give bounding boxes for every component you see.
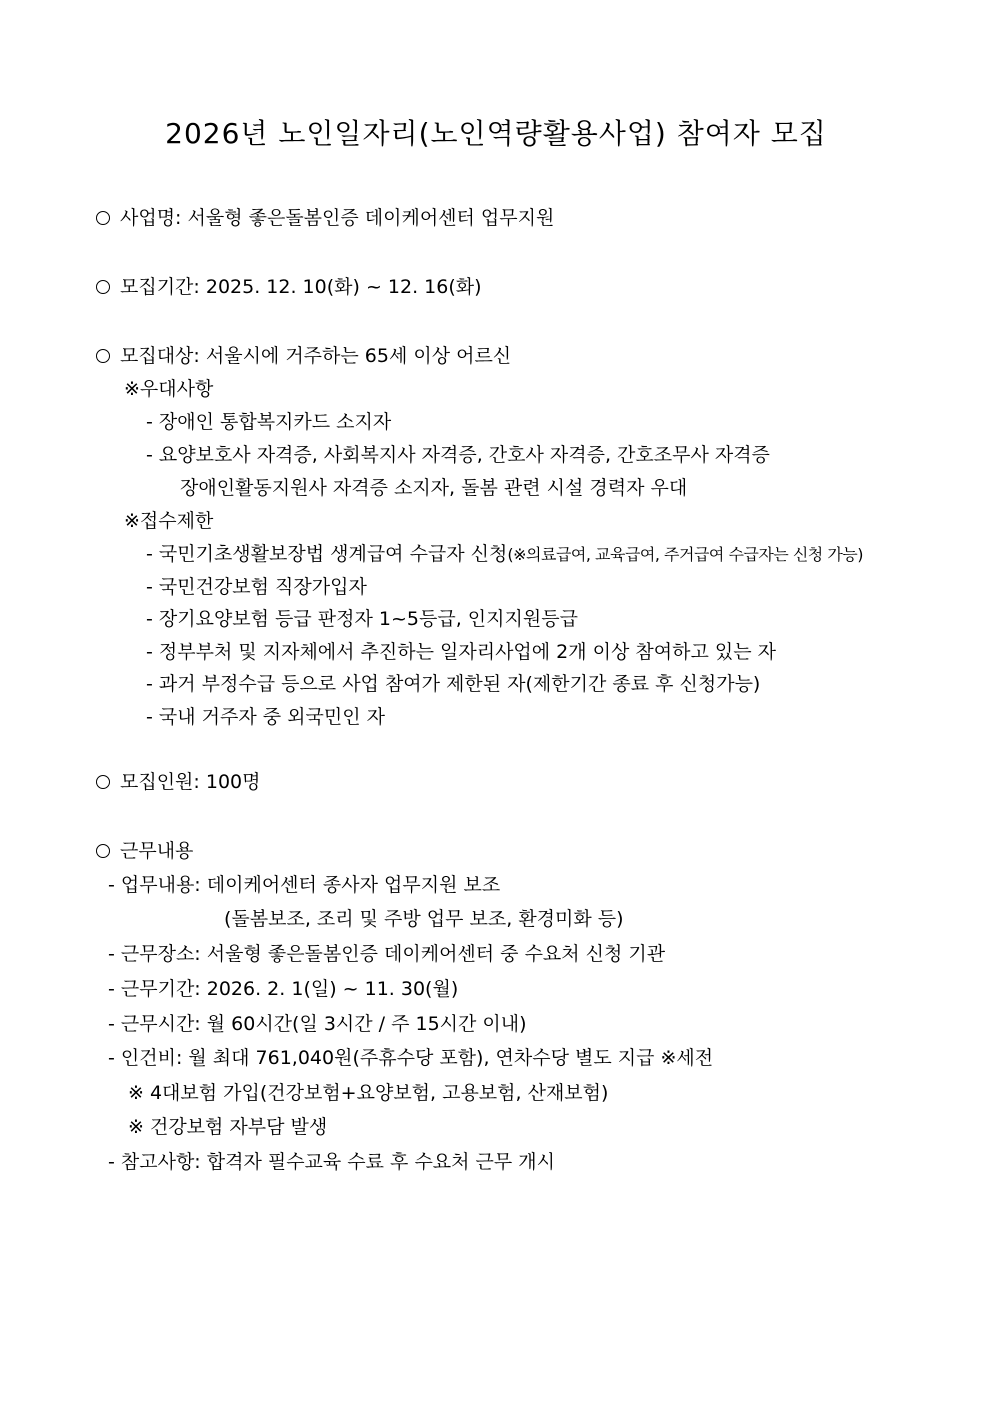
period-line: [96, 274, 482, 300]
page-title: 2026년 노인일자리(노인역량활용사업) 참여자 모집: [165, 117, 827, 150]
preference-item: 장애인활동지원사 자격증 소지자, 돌봄 관련 시설 경력자 우대: [180, 477, 688, 499]
work-note: ※ 4대보험 가입(건강보험+요양보험, 고용보험, 산재보험): [128, 1082, 609, 1104]
recruit-count-text: 모집인원: 100명: [120, 771, 261, 793]
business-name-text: 사업명: 서울형 좋은돌봄인증 데이케어센터 업무지원: [120, 207, 555, 229]
circle-bullet-icon: [96, 844, 110, 858]
work-note: ※ 건강보험 자부담 발생: [128, 1116, 328, 1138]
target-line: [96, 343, 511, 369]
preference-item: - 장애인 통합복지카드 소지자: [146, 411, 392, 433]
work-header-text: 근무내용: [120, 840, 194, 862]
restriction-item: [146, 541, 863, 568]
circle-bullet-icon: [96, 775, 110, 789]
restriction-item: - 과거 부정수급 등으로 사업 참여가 제한된 자(제한기간 종료 후 신청가능): [146, 673, 761, 695]
recruit-count-line: [96, 769, 260, 795]
restriction-item-text: - 국민기초생활보장법 생계급여 수급자 신청: [146, 543, 508, 565]
circle-bullet-icon: [96, 349, 110, 363]
circle-bullet-icon: [96, 280, 110, 294]
work-item: - 근무기간: 2026. 2. 1(일) ~ 11. 30(월): [108, 978, 459, 1000]
work-item: (돌봄보조, 조리 및 주방 업무 보조, 환경미화 등): [224, 908, 624, 930]
target-text: 모집대상: 서울시에 거주하는 65세 이상 어르신: [120, 345, 512, 367]
work-item: - 참고사항: 합격자 필수교육 수료 후 수요처 근무 개시: [108, 1151, 556, 1173]
work-header-line: [96, 838, 193, 864]
restriction-item: - 장기요양보험 등급 판정자 1~5등급, 인지지원등급: [146, 608, 578, 630]
circle-bullet-icon: [96, 211, 110, 225]
restriction-item: - 국민건강보험 직장가입자: [146, 576, 367, 598]
work-item: - 인건비: 월 최대 761,040원(주휴수당 포함), 연차수당 별도 지급 ※세전: [108, 1047, 714, 1069]
business-name-line: [96, 205, 554, 231]
period-text: 모집기간: 2025. 12. 10(화) ~ 12. 16(화): [120, 276, 482, 298]
work-item: - 근무시간: 월 60시간(일 3시간 / 주 15시간 이내): [108, 1013, 527, 1035]
preference-item: - 요양보호사 자격증, 사회복지사 자격증, 간호사 자격증, 간호조무사 자격증: [146, 444, 770, 466]
restriction-header: ※접수제한: [124, 510, 214, 532]
restriction-item: - 국내 거주자 중 외국민인 자: [146, 706, 385, 728]
preference-header: ※우대사항: [124, 378, 214, 400]
work-item: - 업무내용: 데이케어센터 종사자 업무지원 보조: [108, 874, 501, 896]
restriction-item-note: (※의료급여, 교육급여, 주거급여 수급자는 신청 가능): [507, 545, 864, 564]
restriction-item: - 정부부처 및 지자체에서 추진하는 일자리사업에 2개 이상 참여하고 있는 자: [146, 641, 776, 663]
work-item: - 근무장소: 서울형 좋은돌봄인증 데이케어센터 중 수요처 신청 기관: [108, 943, 666, 965]
